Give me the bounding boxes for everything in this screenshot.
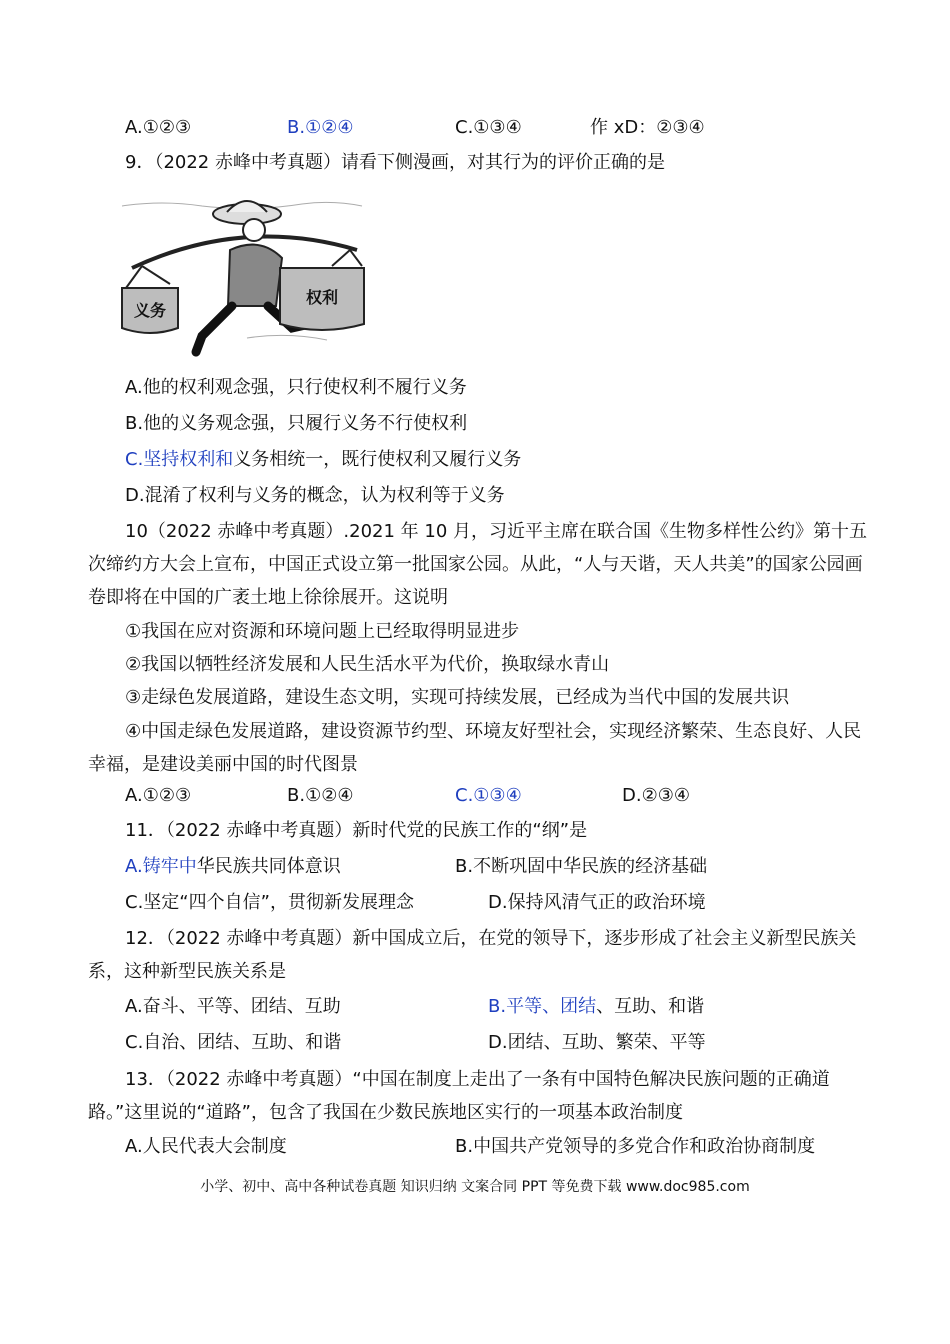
cartoon-image — [112, 188, 374, 360]
q11-option-a-rest: 华民族共同体意识 — [196, 856, 341, 877]
q11-option-a — [125, 855, 341, 879]
q10-statement-4: ④中国走绿色发展道路，建设资源节约型、环境友好型社会，实现经济繁荣、生态良好、人民幸福，是建设美丽中国的时代图景 — [88, 721, 862, 775]
q13-option-a: A.人民代表大会制度 — [125, 1136, 287, 1157]
q11-option-d: D.保持风清气正的政治环境 — [488, 892, 706, 913]
q12-option-c: C.自治、团结、互助、和谐 — [125, 1032, 342, 1053]
cartoon-left-label: 义务 — [133, 301, 167, 320]
q10-option-d: D.②③④ — [622, 785, 690, 806]
q12-stem: 12．（2022 赤峰中考真题）新中国成立后，在党的领导下，逐步形成了社会主义新型民族关系，这种新型民族关系是 — [88, 928, 857, 982]
q10-stem: 10（2022 赤峰中考真题）.2021 年 10 月，习近平主席在联合国《生物多样性公约》第十五次缔约方大会上宣布，中国正式设立第一批国家公园。从此，“人与天谐，天人共美”的国家公园画卷即将在中国的广袤土地上徐徐展开。这说明 — [88, 521, 868, 608]
q9-option-c — [125, 448, 521, 472]
q10-statement-2: ②我国以牺牲经济发展和人民生活水平为代价，换取绿水青山 — [125, 654, 610, 675]
q10-option-a: A.①②③ — [125, 785, 192, 806]
q9-option-d: D.混淆了权利与义务的概念，认为权利等于义务 — [125, 485, 505, 506]
q8-option-d: 作 xD：②③④ — [590, 117, 705, 138]
q13-stem: 13．（2022 赤峰中考真题）“中国在制度上走出了一条有中国特色解决民族问题的正确道路。”这里说的“道路”，包含了我国在少数民族地区实行的一项基本政治制度 — [88, 1069, 830, 1123]
q10-option-c: C.①③④ — [455, 785, 522, 806]
q9-option-b: B.他的义务观念强，只履行义务不行使权利 — [125, 413, 468, 434]
q11-option-a-highlight: A.铸牢中 — [125, 856, 197, 877]
q9-stem: 9．（2022 赤峰中考真题）请看下侧漫画，对其行为的评价正确的是 — [125, 152, 665, 173]
q9-option-a: A.他的权利观念强，只行使权利不履行义务 — [125, 377, 467, 398]
q12-option-b-highlight: B.平等、团结 — [488, 996, 597, 1017]
q11-option-b: B.不断巩固中华民族的经济基础 — [455, 856, 708, 877]
q12-option-b — [488, 995, 704, 1019]
q10-statement-3: ③走绿色发展道路，建设生态文明，实现可持续发展，已经成为当代中国的发展共识 — [125, 687, 790, 708]
q8-option-b: B.①②④ — [287, 117, 354, 138]
q8-option-c: C.①③④ — [455, 117, 522, 138]
q10-option-b: B.①②④ — [287, 785, 354, 806]
q9-option-c-rest: 义务相统一，既行使权利又履行义务 — [233, 449, 522, 470]
q11-stem: 11．（2022 赤峰中考真题）新时代党的民族工作的“纲”是 — [125, 820, 588, 841]
cartoon-right-label: 权利 — [305, 288, 339, 307]
q9-option-c-highlight: C.坚持权利和 — [125, 449, 234, 470]
q12-option-b-rest: 、互助、和谐 — [596, 996, 705, 1017]
q11-option-c: C.坚定“四个自信”，贯彻新发展理念 — [125, 892, 414, 913]
q12-option-a: A.奋斗、平等、团结、互助 — [125, 996, 341, 1017]
page-footer: 小学、初中、高中各种试卷真题 知识归纳 文案合同 PPT 等免费下载 www.doc985.com — [200, 1179, 750, 1195]
q8-option-a: A.①②③ — [125, 117, 192, 138]
q10-statement-1: ①我国在应对资源和环境问题上已经取得明显进步 — [125, 621, 520, 642]
q13-option-b: B.中国共产党领导的多党合作和政治协商制度 — [455, 1136, 816, 1157]
q12-option-d: D.团结、互助、繁荣、平等 — [488, 1032, 706, 1053]
